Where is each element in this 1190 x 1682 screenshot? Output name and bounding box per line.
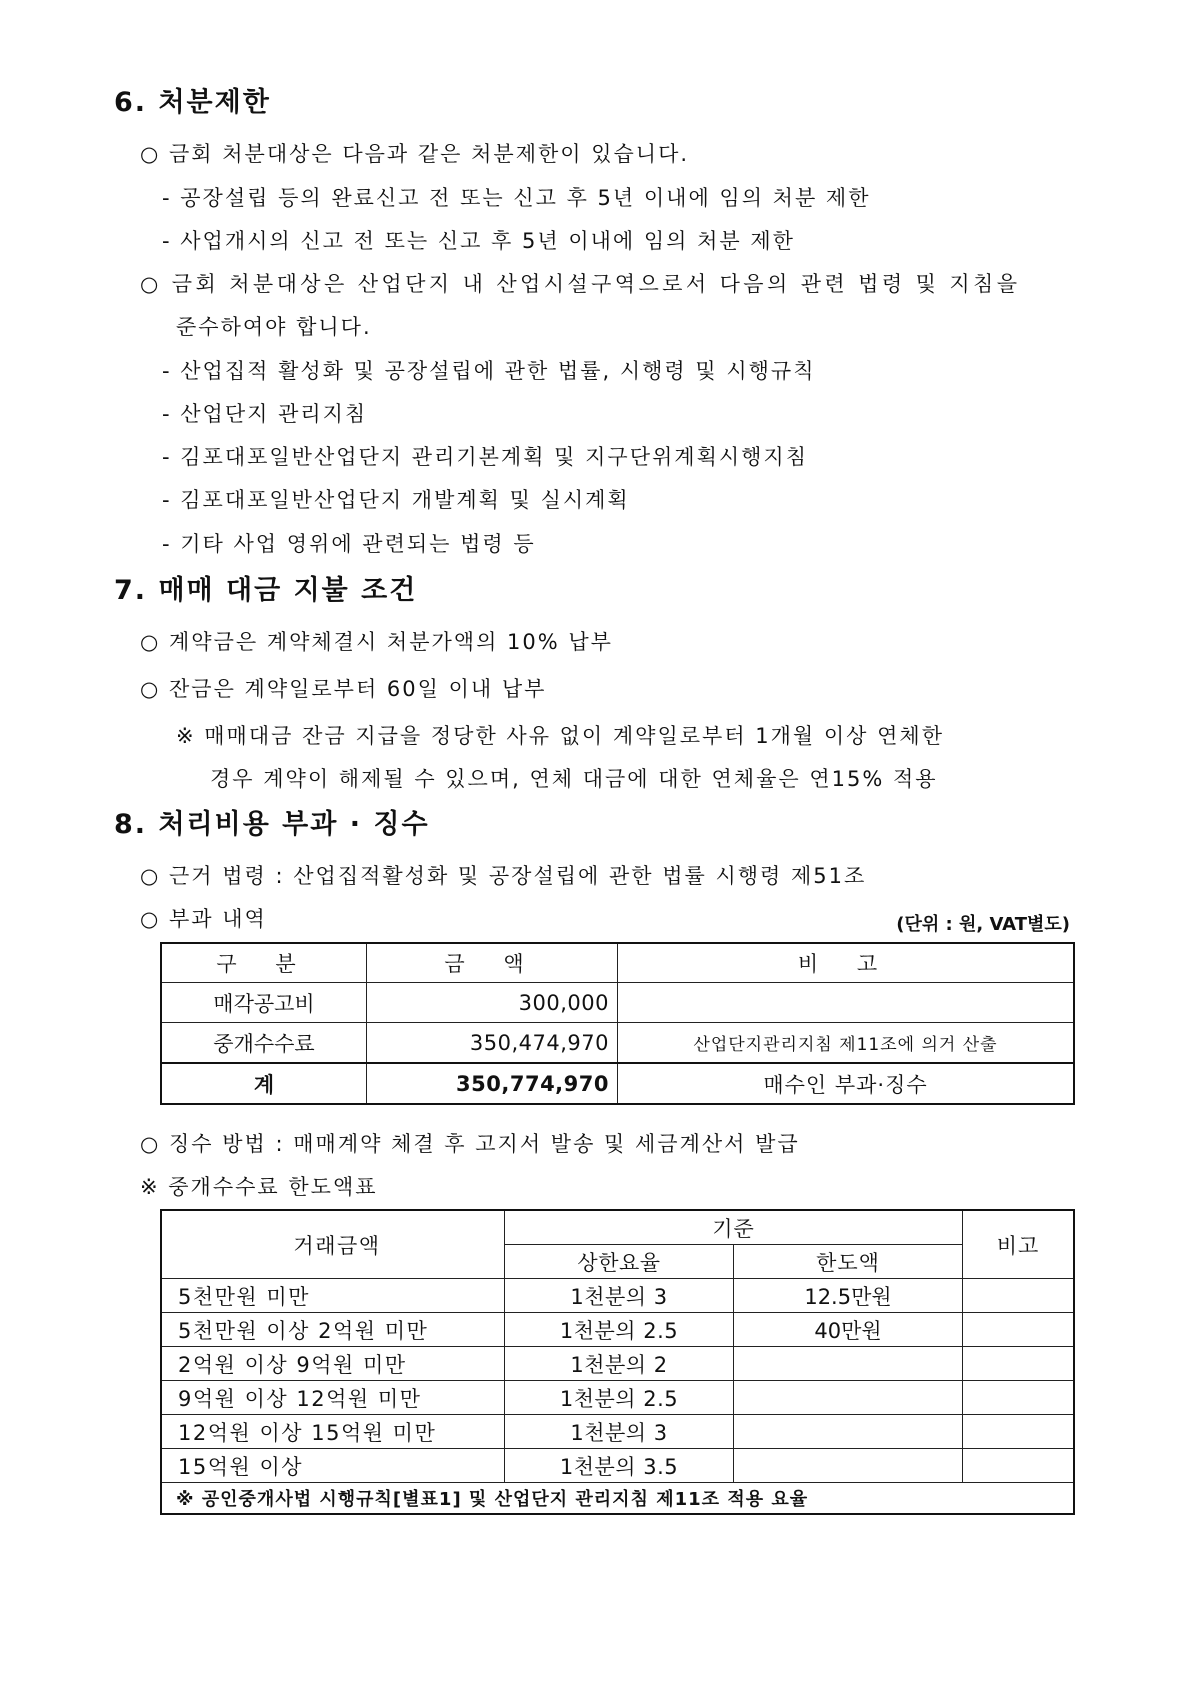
fee-item: 중개수수료 [161, 1023, 367, 1064]
rate-cell: 1천분의 3.5 [505, 1449, 734, 1483]
section-7-line: 경우 계약이 해제될 수 있으며, 연체 대금에 대한 연체율은 연15% 적용 [210, 767, 938, 791]
section-7-line: ○ 잔금은 계약일로부터 60일 이내 납부 [140, 677, 547, 701]
table-total-row [161, 1063, 1074, 1104]
header-limit: 한도액 [734, 1245, 963, 1279]
limit-cell [734, 1381, 963, 1415]
rate-cell: 1천분의 2.5 [505, 1313, 734, 1347]
table-row [161, 1023, 1074, 1064]
table-footnote-row [161, 1483, 1074, 1515]
memo-cell [963, 1449, 1075, 1483]
section-7-line: ※ 매매대금 잔금 지급을 정당한 사유 없이 계약일로부터 1개월 이상 연체한 [176, 724, 945, 748]
unit-note: (단위 : 원, VAT별도) [896, 914, 1070, 935]
fee-item: 매각공고비 [161, 983, 367, 1023]
limit-cell: 12.5만원 [734, 1279, 963, 1313]
section-8-line: ○ 근거 법령 : 산업집적활성화 및 공장설립에 관한 법률 시행령 제51조 [140, 864, 867, 888]
memo-cell [963, 1381, 1075, 1415]
header-transaction-amount: 거래금액 [161, 1210, 505, 1279]
section-6-line: - 기타 사업 영위에 관련되는 법령 등 [162, 532, 536, 556]
table-header-row [161, 1210, 1074, 1245]
section-6-line: - 산업단지 관리지침 [162, 402, 368, 426]
section-7-line: ○ 계약금은 계약체결시 처분가액의 10% 납부 [140, 630, 613, 654]
table-row [161, 1279, 1074, 1313]
memo-cell [963, 1279, 1075, 1313]
table-row [161, 1415, 1074, 1449]
range-cell: 12억원 이상 15억원 미만 [161, 1415, 505, 1449]
header-memo: 비고 [963, 1210, 1075, 1279]
section-8-title: 8. 처리비용 부과 · 징수 [114, 809, 430, 840]
section-6-line: - 김포대포일반산업단지 개발계획 및 실시계획 [162, 488, 630, 512]
section-6-line: - 공장설립 등의 완료신고 전 또는 신고 후 5년 이내에 임의 처분 제한 [162, 186, 871, 210]
limit-cell [734, 1347, 963, 1381]
header-amount: 금 액 [367, 943, 618, 983]
limit-table-title: ※ 중개수수료 한도액표 [140, 1175, 378, 1199]
brokerage-limit-table [160, 1209, 1075, 1515]
memo-cell [963, 1347, 1075, 1381]
section-6-line: ○ 금회 처분대상은 산업단지 내 산업시설구역으로서 다음의 관련 법령 및 지침을 [140, 272, 1021, 296]
limit-cell [734, 1415, 963, 1449]
range-cell: 5천만원 이상 2억원 미만 [161, 1313, 505, 1347]
section-6-line: - 김포대포일반산업단지 관리기본계획 및 지구단위계획시행지침 [162, 445, 808, 469]
table-row [161, 1347, 1074, 1381]
table-footnote: ※ 공인중개사법 시행규칙[별표1] 및 산업단지 관리지침 제11조 적용 요율 [161, 1483, 1074, 1515]
section-6-line: - 사업개시의 신고 전 또는 신고 후 5년 이내에 임의 처분 제한 [162, 229, 795, 253]
section-6-title: 6. 처분제한 [114, 87, 271, 118]
fee-amount: 350,474,970 [367, 1023, 618, 1064]
total-amount: 350,774,970 [367, 1063, 618, 1104]
fee-amount: 300,000 [367, 983, 618, 1023]
total-note: 매수인 부과·징수 [618, 1063, 1075, 1104]
range-cell: 2억원 이상 9억원 미만 [161, 1347, 505, 1381]
header-basis: 기준 [505, 1210, 963, 1245]
total-label: 계 [161, 1063, 367, 1104]
limit-cell: 40만원 [734, 1313, 963, 1347]
table-row [161, 1381, 1074, 1415]
rate-cell: 1천분의 3 [505, 1279, 734, 1313]
memo-cell [963, 1415, 1075, 1449]
range-cell: 9억원 이상 12억원 미만 [161, 1381, 505, 1415]
section-6-line: 준수하여야 합니다. [176, 315, 372, 339]
section-6-line: ○ 금회 처분대상은 다음과 같은 처분제한이 있습니다. [140, 142, 690, 166]
table-row [161, 983, 1074, 1023]
rate-cell: 1천분의 2 [505, 1347, 734, 1381]
range-cell: 15억원 이상 [161, 1449, 505, 1483]
fee-note [618, 983, 1075, 1023]
section-8-line: ○ 부과 내역 [140, 907, 267, 931]
header-rate: 상한요율 [505, 1245, 734, 1279]
header-category: 구 분 [161, 943, 367, 983]
rate-cell: 1천분의 2.5 [505, 1381, 734, 1415]
table-row [161, 1449, 1074, 1483]
memo-cell [963, 1313, 1075, 1347]
table-row [161, 1313, 1074, 1347]
rate-cell: 1천분의 3 [505, 1415, 734, 1449]
range-cell: 5천만원 미만 [161, 1279, 505, 1313]
fee-note: 산업단지관리지침 제11조에 의거 산출 [618, 1023, 1075, 1064]
limit-cell [734, 1449, 963, 1483]
section-6-line: - 산업집적 활성화 및 공장설립에 관한 법률, 시행령 및 시행규칙 [162, 359, 816, 383]
fee-table [160, 942, 1075, 1105]
header-note: 비 고 [618, 943, 1075, 983]
collection-method: ○ 징수 방법 : 매매계약 체결 후 고지서 발송 및 세금계산서 발급 [140, 1132, 800, 1156]
section-7-title: 7. 매매 대금 지불 조건 [114, 575, 418, 606]
table-header-row [161, 943, 1074, 983]
